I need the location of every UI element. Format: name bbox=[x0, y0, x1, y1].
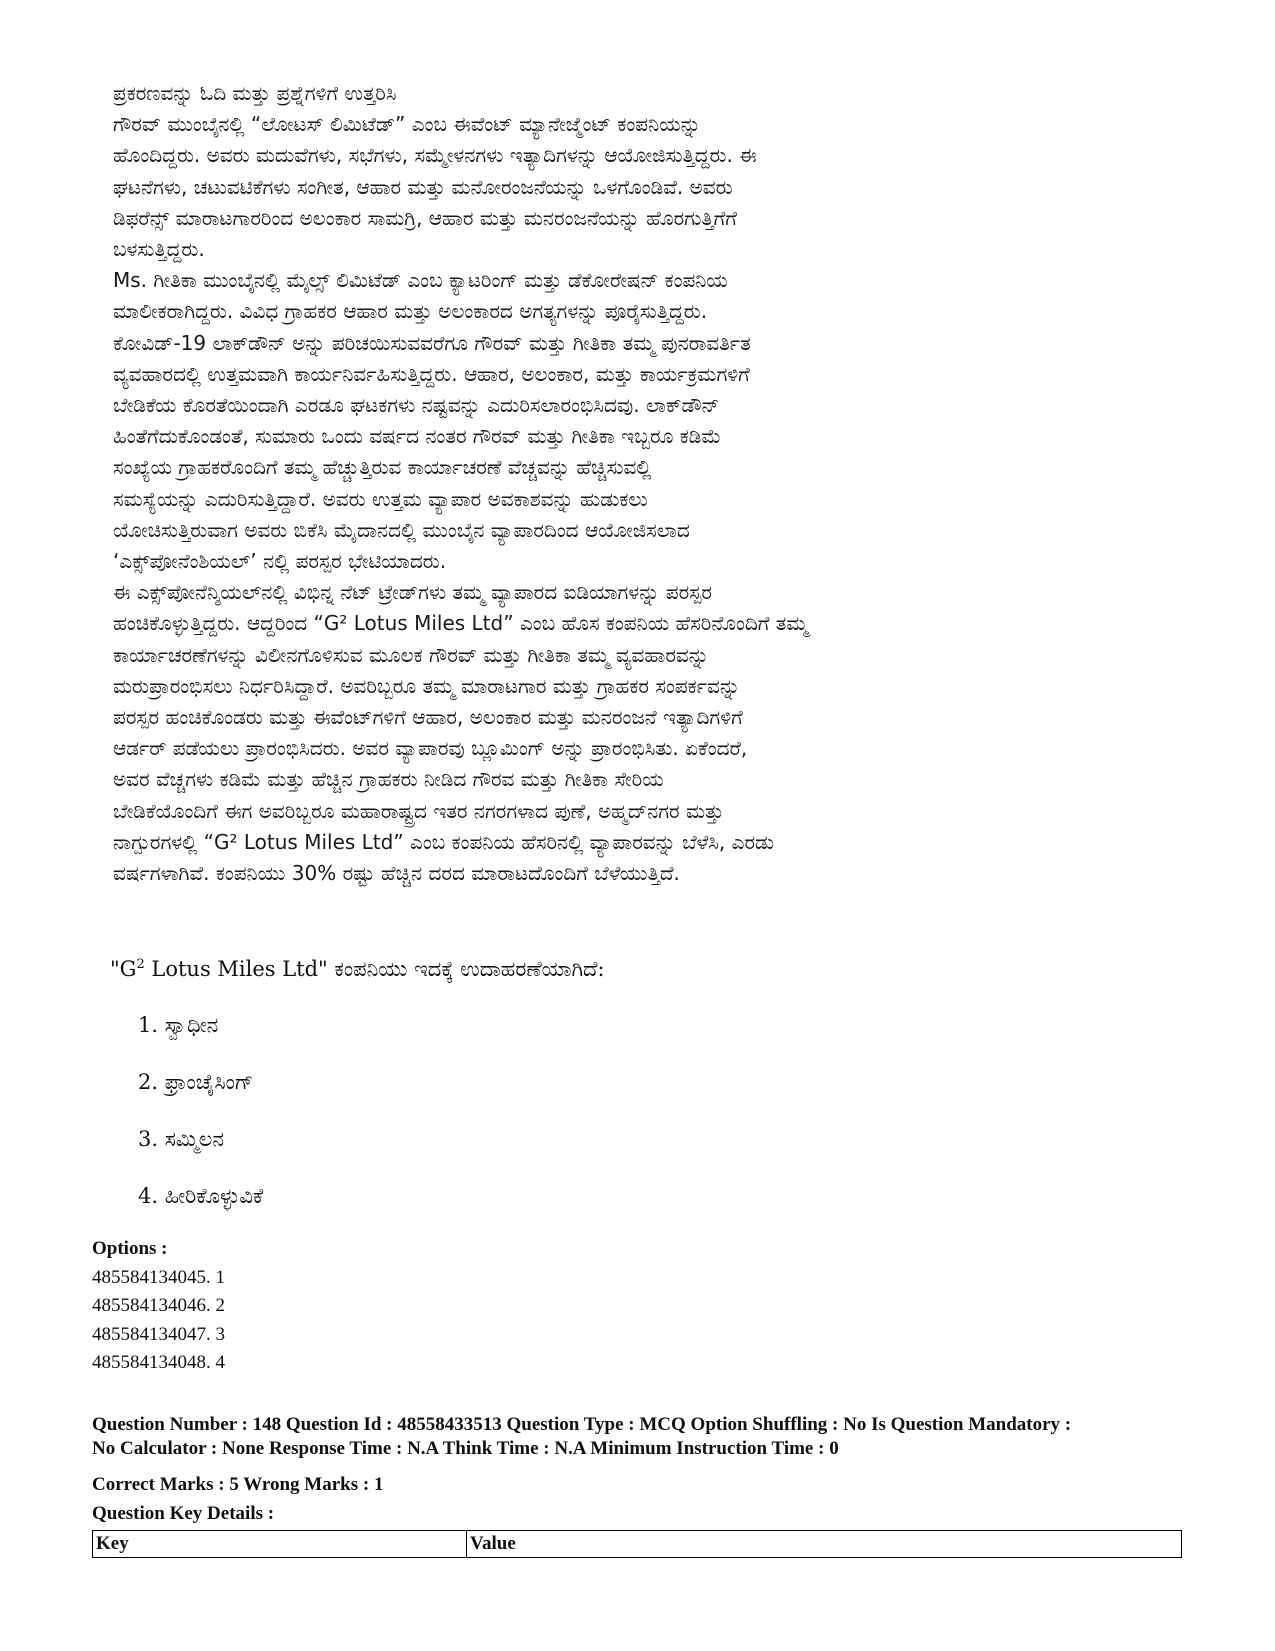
question-stem bbox=[110, 950, 1160, 984]
value-header: Value bbox=[467, 1531, 1182, 1558]
passage-line: ಹಿಂತೆಗೆದುಕೊಂಡಂತೆ, ಸುಮಾರು ಒಂದು ವರ್ಷದ ನಂತರ ಗೌರವ್ ಮತ್ತು ಗೀತಿಕಾ ಇಬ್ಬರೂ ಕಡಿಮೆ bbox=[113, 424, 722, 449]
stem-prefix: "G bbox=[110, 957, 137, 981]
case-passage bbox=[113, 78, 1163, 889]
passage-line: ಆರ್ಡರ್ ಪಡೆಯಲು ಪ್ರಾರಂಭಿಸಿದರು. ಅವರ ವ್ಯಾಪಾರವು ಬ್ಲೂಮಿಂಗ್ ಅನ್ನು ಪ್ರಾರಂಭಿಸಿತು. ಏಕೆಂದರೆ, bbox=[113, 736, 748, 761]
stem-superscript: 2 bbox=[136, 957, 145, 972]
passage-line: ಪರಸ್ಪರ ಹಂಚಿಕೊಂಡರು ಮತ್ತು ಈವೆಂಟ್‌ಗಳಿಗೆ ಆಹಾರ, ಅಲಂಕಾರ ಮತ್ತು ಮನರಂಜನೆ ಇತ್ಯಾದಿಗಳಿಗೆ bbox=[113, 705, 743, 730]
options-block bbox=[92, 1235, 225, 1378]
stem-suffix: Lotus Miles Ltd" ಕಂಪನಿಯು ಇದಕ್ಕೆ ಉದಾಹರಣೆಯಾಗಿದೆ: bbox=[144, 957, 605, 981]
marks-info: Correct Marks : 5 Wrong Marks : 1 bbox=[92, 1474, 384, 1495]
option-item: 485584134047. 3 bbox=[92, 1323, 225, 1345]
choice-item: 1. ಸ್ವಾಧೀನ bbox=[138, 1013, 219, 1037]
choice-item: 3. ಸಮ್ಮಿಲನ bbox=[138, 1127, 225, 1151]
answer-choices bbox=[138, 1010, 263, 1238]
passage-line: ಕೋವಿಡ್-19 ಲಾಕ್‌ಡೌನ್ ಅನ್ನು ಪರಿಚಯಿಸುವವರೆಗೂ ಗೌರವ್ ಮತ್ತು ಗೀತಿಕಾ ತಮ್ಮ ಪುನರಾವರ್ತಿತ bbox=[113, 330, 751, 355]
passage-line: ವ್ಯವಹಾರದಲ್ಲಿ ಉತ್ತಮವಾಗಿ ಕಾರ್ಯನಿರ್ವಹಿಸುತ್ತಿದ್ದರು. ಆಹಾರ, ಅಲಂಕಾರ, ಮತ್ತು ಕಾರ್ಯಕ್ರಮಗಳಿಗೆ bbox=[113, 361, 750, 386]
passage-line: ನಾಗ್ಪುರಗಳಲ್ಲಿ “G² Lotus Miles Ltd” ಎಂಬ ಕಂಪನಿಯ ಹೆಸರಿನಲ್ಲಿ ವ್ಯಾಪಾರವನ್ನು ಬೆಳೆಸಿ, ಎರಡು bbox=[113, 829, 775, 854]
passage-line: ಡಿಫರೆನ್ಸ್ ಮಾರಾಟಗಾರರಿಂದ ಅಲಂಕಾರ ಸಾಮಗ್ರಿ, ಆಹಾರ ಮತ್ತು ಮನರಂಜನೆಯನ್ನು ಹೊರಗುತ್ತಿಗೆಗೆ bbox=[113, 205, 737, 230]
choice-item: 4. ಹೀರಿಕೊಳ್ಳುವಿಕೆ bbox=[138, 1184, 264, 1208]
passage-line: ಮಾಲೀಕರಾಗಿದ್ದರು. ವಿವಿಧ ಗ್ರಾಹಕರ ಆಹಾರ ಮತ್ತು ಅಲಂಕಾರದ ಅಗತ್ಯಗಳನ್ನು ಪೂರೈಸುತ್ತಿದ್ದರು. bbox=[113, 299, 708, 324]
option-item: 485584134046. 2 bbox=[92, 1295, 225, 1316]
key-header: Key bbox=[93, 1531, 467, 1558]
option-item: 485584134045. 1 bbox=[92, 1266, 225, 1288]
passage-line: ಈ ಎಕ್ಸ್‌ಪೋನೆನ್ಶಿಯಲ್‌ನಲ್ಲಿ ವಿಭಿನ್ನ ನೆಟ್ ಟ್ರೇಡ್‌ಗಳು ತಮ್ಮ ವ್ಯಾಪಾರದ ಐಡಿಯಾಗಳನ್ನು ಪರಸ್ಪರ bbox=[113, 580, 712, 605]
passage-line: ಘಟನೆಗಳು, ಚಟುವಟಿಕೆಗಳು ಸಂಗೀತ, ಆಹಾರ ಮತ್ತು ಮನೋರಂಜನೆಯನ್ನು ಒಳಗೊಂಡಿವೆ. ಅವರು bbox=[113, 174, 733, 199]
table-row bbox=[93, 1531, 1182, 1558]
passage-line: ‘ಎಕ್ಸ್‌ಪೋನೆಂಶಿಯಲ್’ ನಲ್ಲಿ ಪರಸ್ಪರ ಭೇಟಿಯಾದರು. bbox=[113, 549, 447, 574]
passage-line: ಸಮಸ್ಯೆಯನ್ನು ಎದುರಿಸುತ್ತಿದ್ದಾರೆ. ಅವರು ಉತ್ತಮ ವ್ಯಾಪಾರ ಅವಕಾಶವನ್ನು ಹುಡುಕಲು bbox=[113, 486, 648, 511]
passage-line: ಬೇಡಿಕೆಯ ಕೊರತೆಯಿಂದಾಗಿ ಎರಡೂ ಘಟಕಗಳು ನಷ್ಟವನ್ನು ಎದುರಿಸಲಾರಂಭಿಸಿದವು. ಲಾಕ್‌ಡೌನ್ bbox=[113, 393, 720, 418]
question-meta bbox=[92, 1413, 1202, 1461]
passage-line: ಕಾರ್ಯಾಚರಣೆಗಳನ್ನು ವಿಲೀನಗೊಳಿಸುವ ಮೂಲಕ ಗೌರವ್ ಮತ್ತು ಗೀತಿಕಾ ತಮ್ಮ ವ್ಯವಹಾರವನ್ನು bbox=[113, 642, 709, 667]
meta-line-2: No Calculator : None Response Time : N.A Think Time : N.A Minimum Instruction Time : 0 bbox=[92, 1438, 839, 1459]
meta-line-1: Question Number : 148 Question Id : 48558433513 Question Type : MCQ Option Shuffling : No Is Question Mandatory : bbox=[92, 1414, 1072, 1435]
passage-line: ಬೇಡಿಕೆಯೊಂದಿಗೆ ಈಗ ಅವರಿಬ್ಬರೂ ಮಹಾರಾಷ್ಟ್ರದ ಇತರ ನಗರಗಳಾದ ಪುಣೆ, ಅಹ್ಮದ್‌ನಗರ ಮತ್ತು bbox=[113, 798, 724, 823]
passage-line: ಯೋಚಿಸುತ್ತಿರುವಾಗ ಅವರು ಬಿಕೆಸಿ ಮೈದಾನದಲ್ಲಿ ಮುಂಬೈನ ವ್ಯಾಪಾರದಿಂದ ಆಯೋಜಿಸಲಾದ bbox=[113, 517, 690, 542]
options-label: Options : bbox=[92, 1238, 168, 1259]
passage-line: Ms. ಗೀತಿಕಾ ಮುಂಬೈನಲ್ಲಿ ಮೈಲ್ಸ್ ಲಿಮಿಟೆಡ್ ಎಂಬ ಕ್ಯಾಟರಿಂಗ್ ಮತ್ತು ಡೆಕೋರೇಷನ್ ಕಂಪನಿಯ bbox=[113, 268, 728, 293]
key-value-table bbox=[92, 1530, 1182, 1558]
passage-line: ಪ್ರಕರಣವನ್ನು ಓದಿ ಮತ್ತು ಪ್ರಶ್ನೆಗಳಿಗೆ ಉತ್ತರಿಸಿ bbox=[113, 81, 397, 105]
option-item: 485584134048. 4 bbox=[92, 1352, 225, 1373]
passage-line: ಬಳಸುತ್ತಿದ್ದರು. bbox=[113, 237, 205, 262]
passage-line: ಗೌರವ್ ಮುಂಬೈನಲ್ಲಿ “ಲೋಟಸ್ ಲಿಮಿಟೆಡ್” ಎಂಬ ಈವೆಂಟ್ ಮ್ಯಾನೇಜ್ಮೆಂಟ್ ಕಂಪನಿಯನ್ನು bbox=[113, 112, 701, 137]
passage-line: ಸಂಖ್ಯೆಯ ಗ್ರಾಹಕರೊಂದಿಗೆ ತಮ್ಮ ಹೆಚ್ಚುತ್ತಿರುವ ಕಾರ್ಯಾಚರಣೆ ವೆಚ್ಚವನ್ನು ಹೆಚ್ಚಿಸುವಲ್ಲಿ bbox=[113, 455, 652, 480]
choice-item: 2. ಫ್ರಾಂಚೈಸಿಂಗ್ bbox=[138, 1070, 254, 1094]
passage-line: ಹೊಂದಿದ್ದರು. ಅವರು ಮದುವೆಗಳು, ಸಭೆಗಳು, ಸಮ್ಮೇಳನಗಳು ಇತ್ಯಾದಿಗಳನ್ನು ಆಯೋಜಿಸುತ್ತಿದ್ದರು. ಈ bbox=[113, 143, 757, 168]
passage-line: ಅವರ ವೆಚ್ಚಗಳು ಕಡಿಮೆ ಮತ್ತು ಹೆಚ್ಚಿನ ಗ್ರಾಹಕರು ನೀಡಿದ ಗೌರವ ಮತ್ತು ಗೀತಿಕಾ ಸೇರಿಯ bbox=[113, 767, 664, 792]
passage-line: ಹಂಚಿಕೊಳ್ಳುತ್ತಿದ್ದರು. ಆದ್ದರಿಂದ “G² Lotus Miles Ltd” ಎಂಬ ಹೊಸ ಕಂಪನಿಯ ಹೆಸರಿನೊಂದಿಗೆ ತಮ್ಮ bbox=[113, 611, 809, 636]
key-details-label: Question Key Details : bbox=[92, 1503, 275, 1524]
passage-line: ಮರುಪ್ರಾರಂಭಿಸಲು ನಿರ್ಧರಿಸಿದ್ದಾರೆ. ಅವರಿಬ್ಬರೂ ತಮ್ಮ ಮಾರಾಟಗಾರ ಮತ್ತು ಗ್ರಾಹಕರ ಸಂಪರ್ಕವನ್ನು bbox=[113, 673, 741, 698]
passage-line: ವರ್ಷಗಳಾಗಿವೆ. ಕಂಪನಿಯು 30% ರಷ್ಟು ಹೆಚ್ಚಿನ ದರದ ಮಾರಾಟದೊಂದಿಗೆ ಬೆಳೆಯುತ್ತಿದೆ. bbox=[113, 861, 680, 886]
